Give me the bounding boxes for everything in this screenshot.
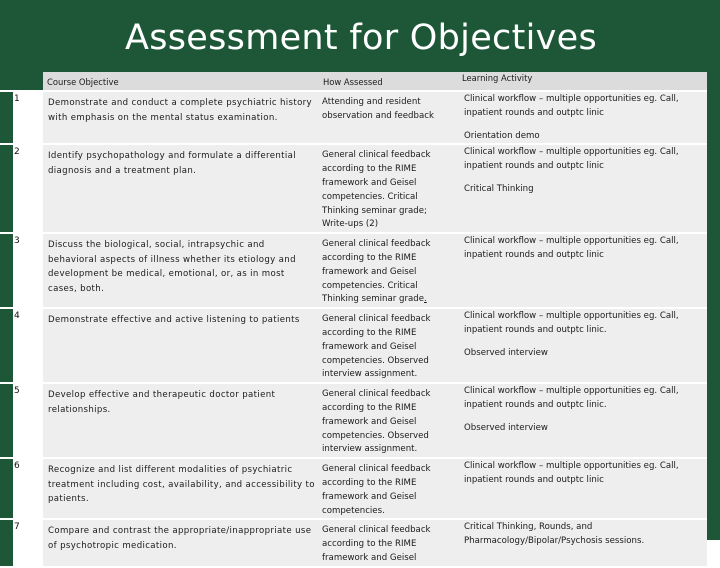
objectives-table [0,72,707,568]
how-assessed-cell: General clinical feedback according to the RIME framework and Geisel competencies. Observed interview assignment. [319,383,458,458]
activity-line: Clinical workflow – multiple opportunities eg. Call, inpatient rounds and outptc linic [464,236,679,260]
row-number: 2 [14,147,20,158]
activity-line: Orientation demo [464,130,540,141]
row-number-cell [0,308,43,383]
row-number-cell [0,519,43,566]
right-accent-strip [707,72,720,540]
how-assessed-text: General clinical feedback according to the RIME framework and Geisel competencies. Critical Thinking seminar grade [322,239,431,305]
learning-activity-cell [458,91,707,144]
course-objective-cell: Identify psychopathology and formulate a differential diagnosis and a treatment plan. [43,144,319,233]
activity-line: Critical Thinking, Rounds, and Pharmacology/Bipolar/Psychosis sessions. [464,522,645,547]
table-row [0,233,707,308]
row-number-cell [0,458,43,519]
activity-line: Critical Thinking [464,183,534,194]
table-row [0,458,707,519]
row-number: 4 [14,311,20,322]
header-number-cell [0,72,43,91]
row-number: 5 [14,386,20,397]
learning-activity-cell [458,519,707,566]
row-number-cell [0,383,43,458]
table-row [0,519,707,566]
table-row [0,308,707,383]
learning-activity-cell [458,383,707,458]
row-number: 3 [14,236,20,247]
how-assessed-cell: General clinical feedback according to the RIME framework and Geisel competencies. Critical Thinking seminar grade; Write-ups (2) [319,144,458,233]
activity-line: Observed interview [464,422,548,433]
header-how-assessed: How Assessed [319,72,458,91]
how-assessed-cell [319,233,458,308]
row-number-cell [0,233,43,308]
course-objective-cell: Compare and contrast the appropriate/inappropriate use of psychotropic medication. [43,519,319,566]
table-header-row [0,72,707,91]
activity-line: Clinical workflow – multiple opportunities eg. Call, inpatient rounds and outptc linic [464,461,679,485]
row-number-cell [0,91,43,144]
header-learning-activity: Learning Activity [458,72,707,91]
row-number-cell [0,144,43,233]
course-objective-cell: Develop effective and therapeutic doctor patient relationships. [43,383,319,458]
activity-line: Clinical workflow – multiple opportunities eg. Call, inpatient rounds and outptc linic. [464,386,679,410]
how-assessed-cell: General clinical feedback according to the RIME framework and Geisel competencies. [319,458,458,519]
learning-activity-cell [458,233,707,308]
learning-activity-cell [458,144,707,233]
table-row [0,91,707,144]
slide-title: Assessment for Objectives [124,18,598,58]
how-assessed-cell: General clinical feedback according to the RIME framework and Geisel [319,519,458,566]
how-assessed-suffix: . [424,294,427,305]
slide-title-bar [0,0,720,72]
activity-line: Clinical workflow – multiple opportunities eg. Call, inpatient rounds and outptc linic [464,94,679,118]
course-objective-cell: Demonstrate effective and active listening to patients [43,308,319,383]
course-objective-cell: Recognize and list different modalities of psychiatric treatment including cost, availability, and accessibility to patients. [43,458,319,519]
activity-line: Observed interview [464,347,548,358]
table-row [0,383,707,458]
table-row [0,144,707,233]
activity-line: Clinical workflow – multiple opportunities eg. Call, inpatient rounds and outptc linic [464,147,679,172]
course-objective-cell: Demonstrate and conduct a complete psychiatric history with emphasis on the mental status examination. [43,91,319,144]
activity-line: Clinical workflow – multiple opportunities eg. Call, inpatient rounds and outptc linic. [464,311,679,335]
header-course-objective: Course Objective [43,72,319,91]
row-number: 1 [14,94,20,104]
row-number: 7 [14,522,20,533]
row-number: 6 [14,461,20,472]
how-assessed-cell: Attending and resident observation and feedback [319,91,458,144]
how-assessed-cell: General clinical feedback according to the RIME framework and Geisel competencies. Observed interview assignment. [319,308,458,383]
learning-activity-cell [458,308,707,383]
learning-activity-cell [458,458,707,519]
course-objective-cell: Discuss the biological, social, intrapsychic and behavioral aspects of illness whether its etiology and development be medical, emotional, or, as in most cases, both. [43,233,319,308]
